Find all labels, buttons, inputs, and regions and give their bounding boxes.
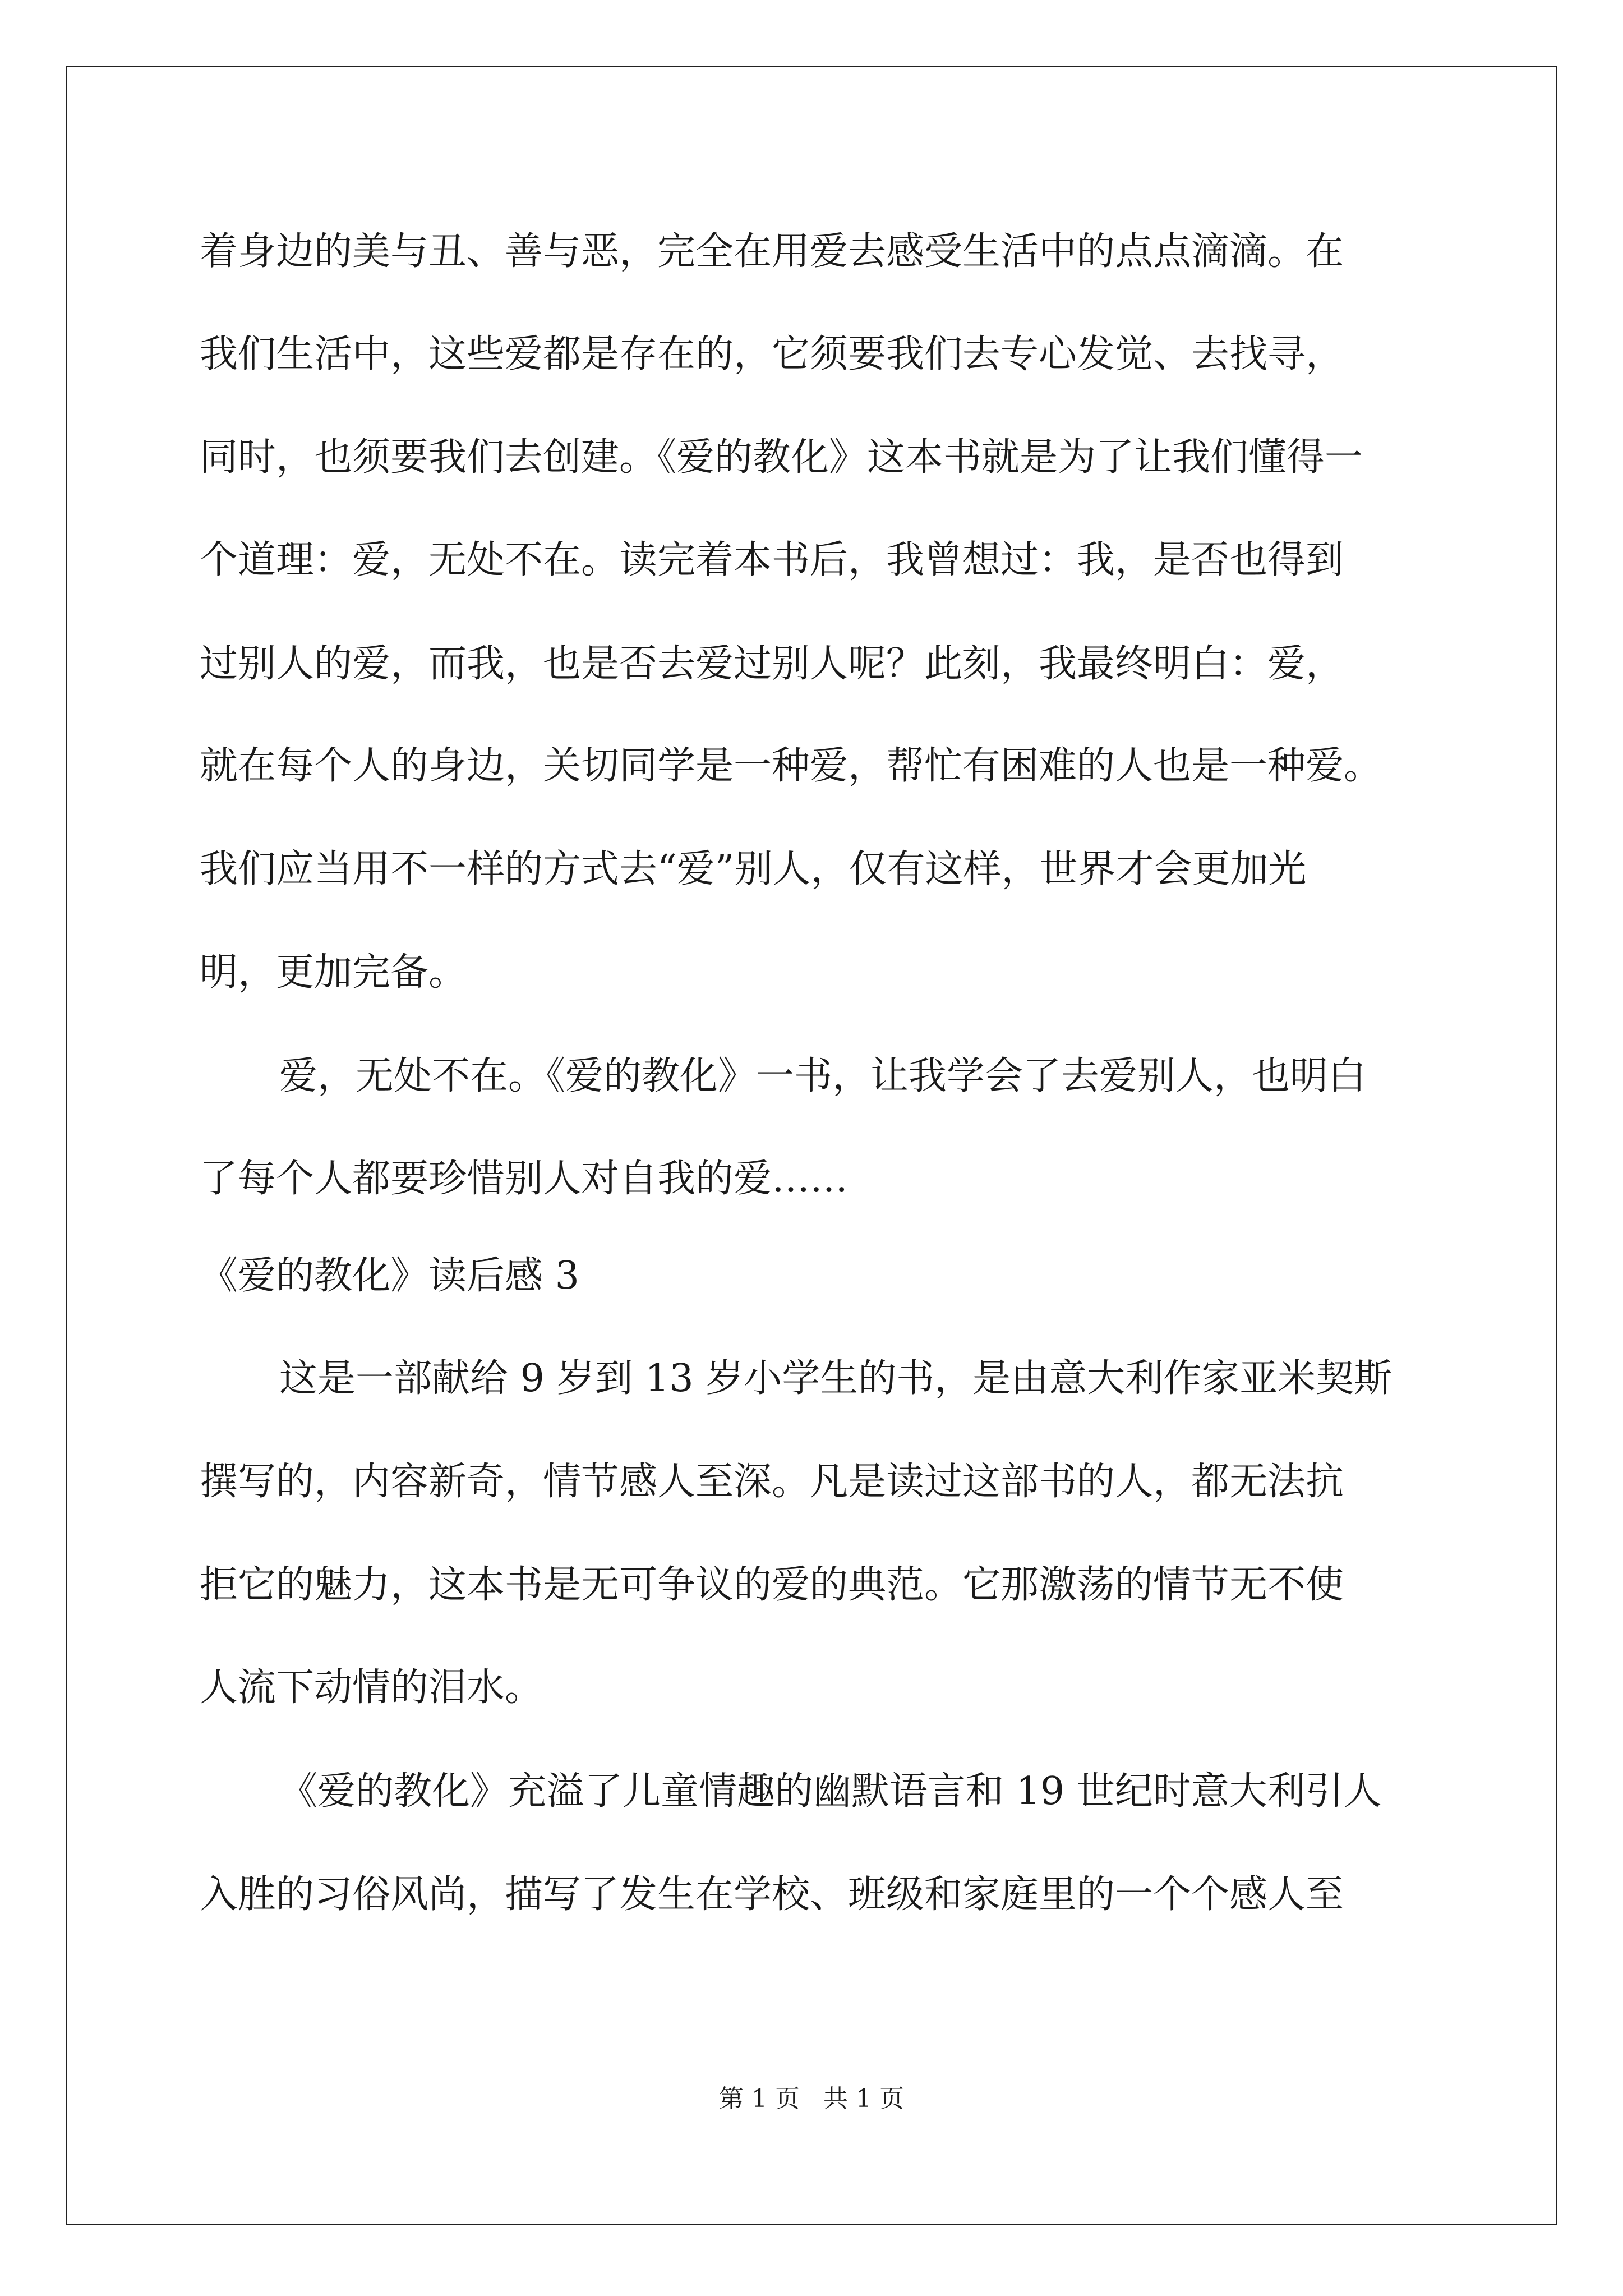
body-text-line: 撰写的，内容新奇，情节感人至深。凡是读过这部书的人，都无法抗: [200, 1460, 1344, 1504]
body-text-line: 了每个人都要珍惜别人对自我的爱……: [200, 1157, 849, 1201]
body-text-line: 同时，也须要我们去创建。《爱的教化》这本书就是为了让我们懂得一: [200, 435, 1363, 480]
body-text-line: 过别人的爱，而我，也是否去爱过别人呢？此刻，我最终明白：爱，: [200, 642, 1344, 686]
body-text-line: 就在每个人的身边，关切同学是一种爱，帮忙有困难的人也是一种爱。: [200, 744, 1382, 788]
body-text-line: 个道理：爱，无处不在。读完着本书后，我曾想过：我，是否也得到: [200, 538, 1344, 582]
body-text-line: 明，更加完备。: [200, 950, 467, 995]
paragraph-first-line: 《爱的教化》充溢了儿童情趣的幽默语言和 19 世纪时意大利引人: [279, 1769, 1382, 1814]
page-footer: 第 1 页 共 1 页: [719, 2085, 904, 2113]
body-text-line: 我们应当用不一样的方式去“爱”别人，仅有这样，世界才会更加光: [200, 847, 1307, 891]
body-text-line: 人流下动情的泪水。: [200, 1665, 543, 1710]
body-text-line: 我们生活中，这些爱都是存在的，它须要我们去专心发觉、去找寻，: [200, 332, 1344, 376]
body-text-line: 着身边的美与丑、善与恶，完全在用爱去感受生活中的点点滴滴。在: [200, 229, 1344, 274]
body-text-line: 拒它的魅力，这本书是无可争议的爱的典范。它那激荡的情节无不使: [200, 1563, 1344, 1607]
paragraph-first-line: 这是一部献给 9 岁到 13 岁小学生的书，是由意大利作家亚米契斯: [279, 1356, 1393, 1401]
section-heading: 《爱的教化》读后感 3: [200, 1254, 579, 1298]
body-text-line: 入胜的习俗风尚，描写了发生在学校、班级和家庭里的一个个感人至: [200, 1872, 1344, 1917]
paragraph-first-line: 爱，无处不在。《爱的教化》一书，让我学会了去爱别人，也明白: [279, 1054, 1367, 1098]
